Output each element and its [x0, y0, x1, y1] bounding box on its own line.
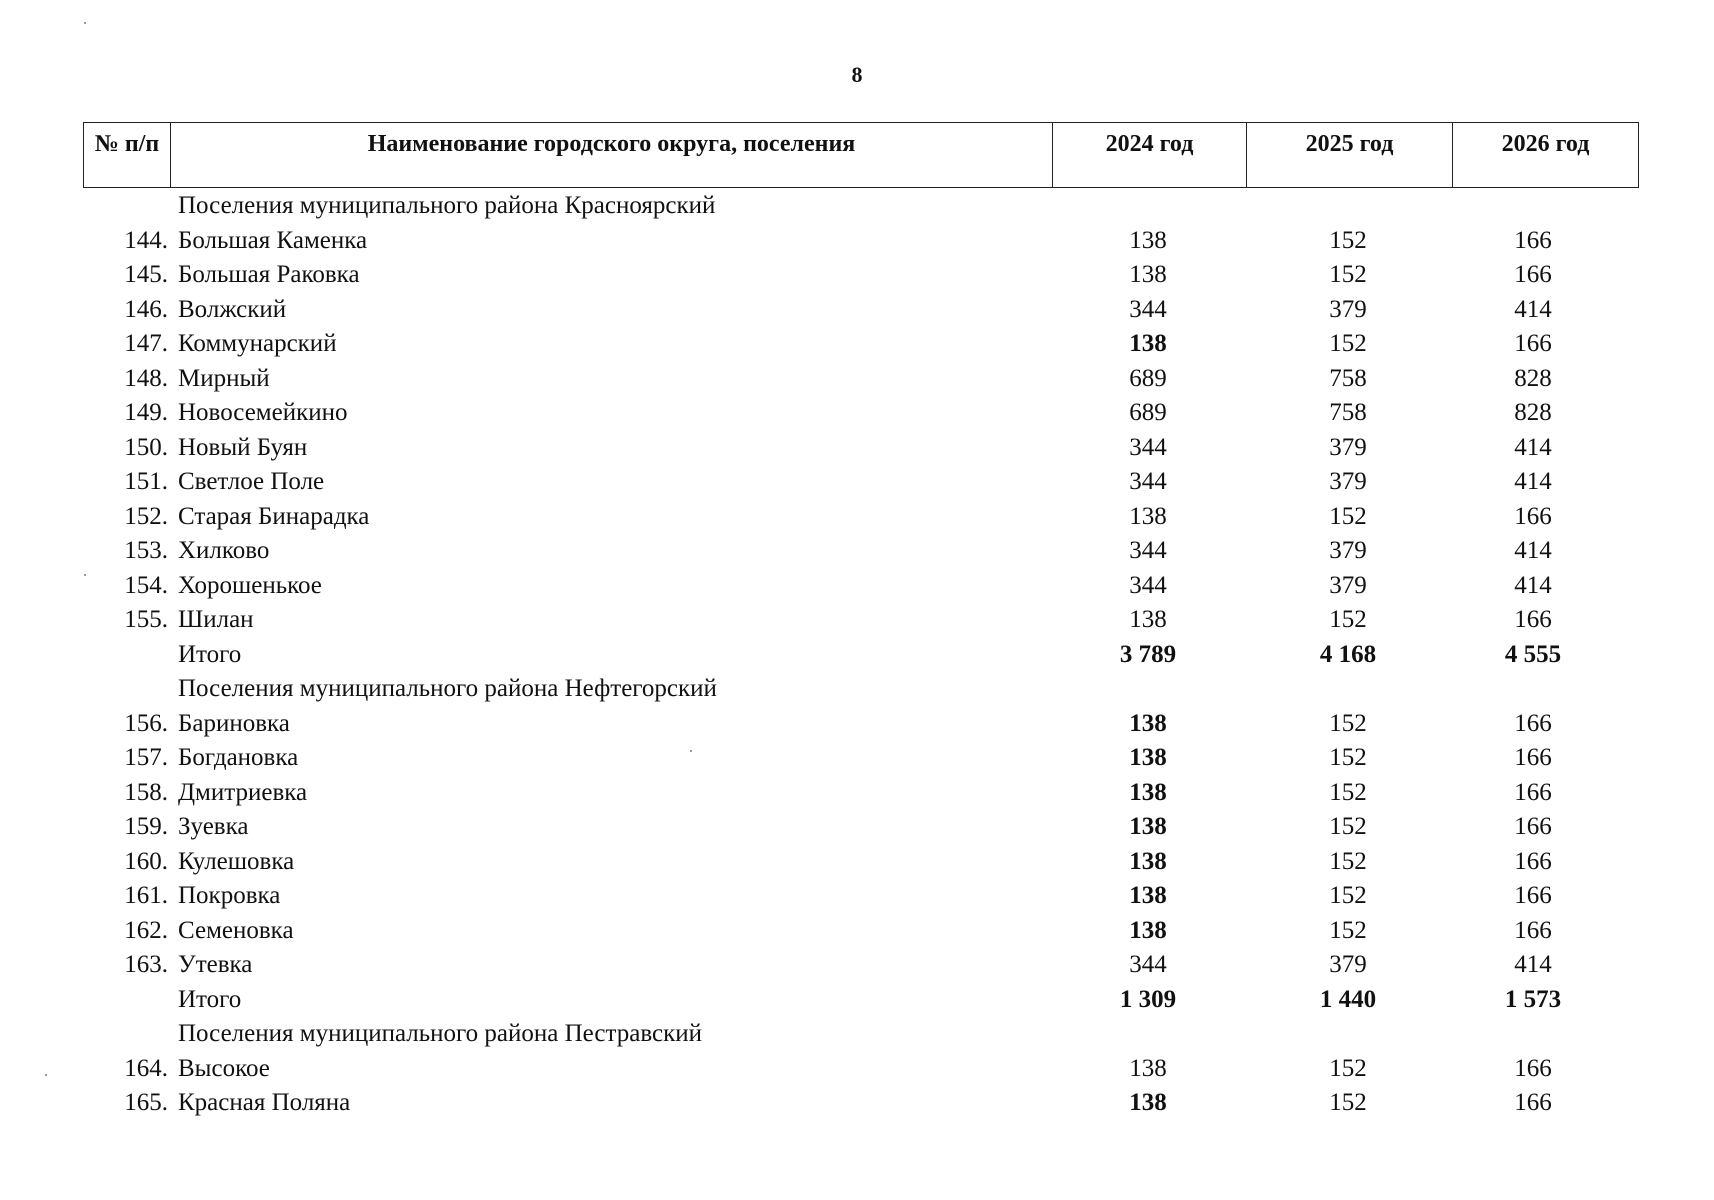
value-2026: 828: [1514, 364, 1552, 392]
value-2025: 379: [1329, 571, 1367, 599]
value-2026: 166: [1514, 916, 1552, 944]
value-2026: 166: [1514, 709, 1552, 737]
settlement-name: Старая Бинарадка: [178, 502, 370, 530]
row-number: 152.: [124, 502, 168, 530]
value-2026: 414: [1514, 571, 1552, 599]
table-row: [83, 845, 1639, 880]
page-number: 8: [851, 62, 863, 87]
settlement-name: Итого: [178, 640, 242, 668]
table-row: [83, 293, 1639, 328]
row-number: 147.: [124, 330, 168, 357]
table-row: [83, 258, 1639, 293]
settlement-name: Семеновка: [178, 916, 294, 944]
settlement-name: Новый Буян: [178, 433, 308, 461]
value-2024: 138: [1129, 330, 1167, 357]
row-number: 145.: [124, 261, 168, 288]
row-number: 149.: [124, 399, 168, 426]
value-2025: 379: [1329, 433, 1367, 461]
row-number: 164.: [124, 1054, 168, 1082]
value-2025: 152: [1329, 709, 1367, 737]
value-2024: 138: [1129, 502, 1167, 530]
value-2024: 138: [1129, 606, 1167, 633]
table-row: [83, 776, 1639, 811]
value-2024: 344: [1129, 951, 1167, 978]
value-2026: 166: [1514, 1054, 1552, 1082]
table-row: [83, 603, 1639, 638]
settlement-name: Шилан: [178, 606, 254, 633]
settlement-name: Новосемейкино: [178, 399, 348, 426]
value-2024: 138: [1129, 882, 1167, 909]
row-number: 155.: [124, 606, 168, 633]
value-2025: 152: [1329, 330, 1367, 357]
group-heading-row: [83, 672, 1639, 707]
table-row: [83, 1052, 1639, 1087]
row-number: 159.: [124, 813, 168, 840]
value-2025: 379: [1329, 537, 1367, 564]
header-name: Наименование городского округа, поселения: [170, 123, 1052, 187]
table-row: [83, 741, 1639, 776]
value-2024: 689: [1129, 364, 1167, 392]
row-number: 161.: [124, 882, 168, 909]
table-row: [83, 431, 1639, 466]
row-number-empty: [83, 672, 169, 707]
scan-speck: [84, 574, 86, 576]
group-name: Поселения муниципального района Красноярский: [178, 192, 716, 219]
value-2026: 166: [1514, 226, 1552, 254]
row-number: 153.: [124, 537, 168, 564]
settlement-name: Кулешовка: [178, 847, 295, 875]
group-name: Поселения муниципального района Нефтегорский: [178, 675, 717, 702]
value-2024: 138: [1129, 744, 1167, 771]
header-2026: 2026 год: [1452, 123, 1638, 187]
value-2024: 344: [1129, 433, 1167, 461]
row-number: 157.: [124, 744, 168, 771]
value-2026: 166: [1514, 606, 1552, 633]
table-row: [83, 465, 1639, 500]
value-2025: 152: [1329, 744, 1367, 771]
value-2025: 152: [1329, 261, 1367, 288]
settlement-name: Дмитриевка: [178, 778, 308, 806]
settlement-name: Красная Поляна: [178, 1089, 351, 1116]
value-2024: 689: [1129, 399, 1167, 426]
settlement-name: Высокое: [178, 1054, 270, 1082]
settlement-name: Хилково: [178, 537, 270, 564]
settlement-name: Большая Каменка: [178, 226, 368, 254]
table-row: [83, 327, 1639, 362]
settlement-name: Зуевка: [178, 813, 249, 840]
value-2025: 152: [1329, 813, 1367, 840]
table-row: [83, 224, 1639, 259]
table-row: [83, 914, 1639, 949]
group-heading-row: [83, 189, 1639, 224]
table-row: [83, 707, 1639, 742]
value-2024: 344: [1129, 537, 1167, 564]
row-number: 162.: [124, 916, 168, 944]
value-2024: 138: [1129, 226, 1167, 254]
value-2026: 414: [1514, 951, 1552, 978]
value-2025: 152: [1329, 778, 1367, 806]
settlement-name: Коммунарский: [178, 330, 337, 357]
value-2024: 138: [1129, 847, 1167, 875]
scan-speck: [45, 1074, 47, 1076]
value-2026: 1 573: [1504, 985, 1562, 1013]
settlement-name: Большая Раковка: [178, 261, 360, 288]
value-2025: 1 440: [1319, 985, 1377, 1013]
value-2025: 379: [1329, 951, 1367, 978]
row-number: 156.: [124, 709, 168, 737]
value-2025: 152: [1329, 847, 1367, 875]
value-2025: 152: [1329, 916, 1367, 944]
row-number: 148.: [124, 364, 168, 392]
value-2026: 166: [1514, 778, 1552, 806]
table-row: [83, 1086, 1639, 1121]
settlement-name: Итого: [178, 985, 242, 1013]
table-row: [83, 362, 1639, 397]
value-2026: 414: [1514, 537, 1552, 564]
settlement-name: Хорошенькое: [178, 571, 322, 599]
value-2024: 138: [1129, 709, 1167, 737]
header-2024: 2024 год: [1052, 123, 1246, 187]
scan-speck: [84, 22, 86, 24]
settlement-name: Утевка: [178, 951, 253, 978]
value-2025: 379: [1329, 468, 1367, 495]
value-2026: 166: [1514, 744, 1552, 771]
table-row: [83, 569, 1639, 604]
value-2025: 758: [1329, 399, 1367, 426]
value-2026: 166: [1514, 847, 1552, 875]
value-2025: 379: [1329, 295, 1367, 323]
settlement-name: Бариновка: [178, 709, 290, 737]
value-2024: 3 789: [1119, 640, 1177, 668]
settlement-name: Покровка: [178, 882, 281, 909]
value-2024: 138: [1129, 1089, 1167, 1116]
table-row: [83, 534, 1639, 569]
row-number: 163.: [124, 951, 168, 978]
value-2025: 152: [1329, 502, 1367, 530]
row-number: 165.: [124, 1089, 168, 1116]
value-2026: 166: [1514, 882, 1552, 909]
value-2025: 758: [1329, 364, 1367, 392]
table-row: [83, 396, 1639, 431]
value-2026: 414: [1514, 468, 1552, 495]
row-number: 158.: [124, 778, 168, 806]
value-2026: 414: [1514, 295, 1552, 323]
value-2024: 344: [1129, 295, 1167, 323]
value-2026: 166: [1514, 1089, 1552, 1116]
row-number: 150.: [124, 433, 168, 461]
row-number: 144.: [124, 226, 168, 254]
value-2024: 138: [1129, 1054, 1167, 1082]
table-header: [83, 122, 1639, 188]
scan-speck: [690, 750, 692, 752]
header-number: № п/п: [94, 131, 160, 157]
total-row: [83, 638, 1639, 673]
row-number: 151.: [124, 468, 168, 495]
row-number-empty: [83, 189, 169, 224]
value-2024: 138: [1129, 261, 1167, 288]
value-2026: 166: [1514, 813, 1552, 840]
value-2024: 138: [1129, 778, 1167, 806]
value-2026: 166: [1514, 261, 1552, 288]
value-2024: 1 309: [1119, 985, 1177, 1013]
value-2024: 138: [1129, 916, 1167, 944]
row-number: [83, 638, 169, 673]
table-row: [83, 879, 1639, 914]
value-2026: 166: [1514, 330, 1552, 357]
row-number: 154.: [124, 571, 168, 599]
table-row: [83, 948, 1639, 983]
table-row: [83, 500, 1639, 535]
table-row: [83, 810, 1639, 845]
value-2025: 4 168: [1319, 640, 1377, 668]
value-2025: 152: [1329, 1054, 1367, 1082]
value-2025: 152: [1329, 882, 1367, 909]
value-2025: 152: [1329, 226, 1367, 254]
value-2024: 344: [1129, 571, 1167, 599]
value-2026: 828: [1514, 399, 1552, 426]
value-2024: 138: [1129, 813, 1167, 840]
header-2025: 2025 год: [1246, 123, 1452, 187]
group-name: Поселения муниципального района Пестравский: [178, 1020, 702, 1047]
total-row: [83, 983, 1639, 1018]
value-2024: 344: [1129, 468, 1167, 495]
row-number: 146.: [124, 295, 168, 323]
value-2026: 414: [1514, 433, 1552, 461]
value-2025: 152: [1329, 1089, 1367, 1116]
group-heading-row: [83, 1017, 1639, 1052]
settlement-name: Мирный: [178, 364, 270, 392]
value-2025: 152: [1329, 606, 1367, 633]
row-number: 160.: [124, 847, 168, 875]
value-2026: 4 555: [1504, 640, 1562, 668]
settlement-name: Волжский: [178, 295, 287, 323]
value-2026: 166: [1514, 502, 1552, 530]
table-body: [83, 189, 1639, 1121]
row-number: [83, 983, 169, 1018]
settlement-name: Светлое Поле: [178, 468, 325, 495]
row-number-empty: [83, 1017, 169, 1052]
settlement-name: Богдановка: [178, 744, 299, 771]
